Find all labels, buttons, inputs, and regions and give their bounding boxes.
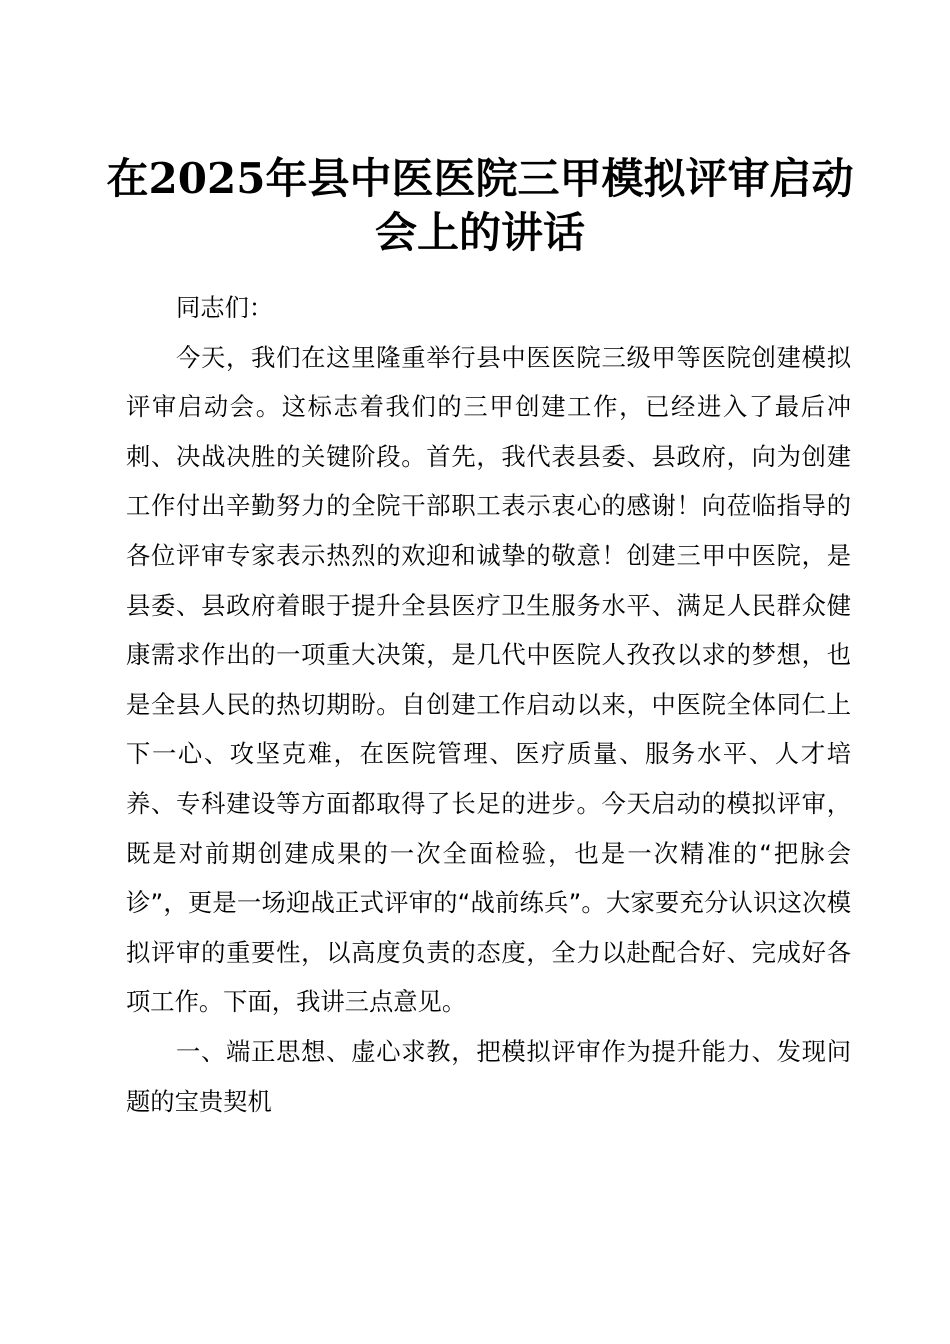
document-title: 在2025年县中医医院三甲模拟评审启动会上的讲话 xyxy=(106,154,854,257)
salutation: 同志们： xyxy=(176,293,274,322)
document-body xyxy=(126,283,851,1126)
body-paragraph: 今天，我们在这里隆重举行县中医医院三级甲等医院创建模拟评审启动会。这标志着我们的三甲创建工作，已经进入了最后冲刺、决战决胜的关键阶段。首先，我代表县委、县政府，向为创建工作付出辛勤努力的全院干部职工表示衷心的感谢！向莅临指导的各位评审专家表示热烈的欢迎和诚挚的敬意！创建三甲中医院，是县委、县政府着眼于提升全县医疗卫生服务水平、满足人民群众健康需求作出的一项重大决策，是几代中医院人孜孜以求的梦想，也是全县人民的热切期盼。自创建工作启动以来，中医院全体同仁上下一心、攻坚克难，在医院管理、医疗质量、服务水平、人才培养、专科建设等方面都取得了长足的进步。今天启动的模拟评审，既是对前期创建成果的一次全面检验，也是一次精准的“把脉会诊”，更是一场迎战正式评审的“战前练兵”。大家要充分认识这次模拟评审的重要性，以高度负责的态度，全力以赴配合好、完成好各项工作。下面，我讲三点意见。 xyxy=(126,342,851,1017)
section-heading: 一、端正思想、虚心求教，把模拟评审作为提升能力、发现问题的宝贵契机 xyxy=(126,1036,851,1116)
